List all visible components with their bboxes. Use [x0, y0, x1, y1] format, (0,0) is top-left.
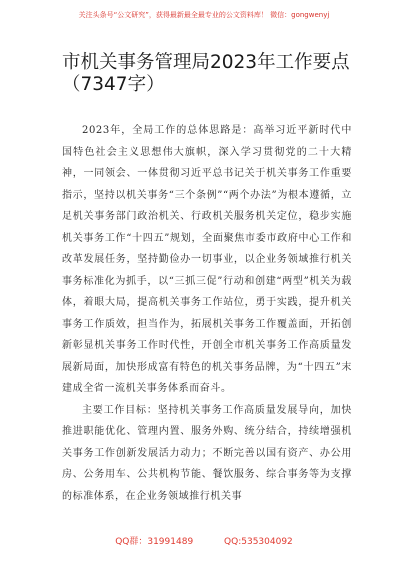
document-title: 市机关事务管理局2023年工作要点（7347字）	[62, 52, 350, 95]
qq-text: QQ:535304092	[224, 537, 293, 547]
document-body	[62, 120, 352, 507]
footer-contact	[0, 534, 408, 547]
qq-group-text: QQ群：31991489	[115, 537, 194, 547]
header-notice: 关注头条号“公文研究”，获得最新最全最专业的公文资料库！ 微信：gongwenyj	[78, 11, 330, 19]
paragraph: 2023年，全局工作的总体思路是：高举习近平新时代中国特色社会主义思想伟大旗帜，深入学习贯彻党的二十大精神，一同领会、一体贯彻习近平总书记关于机关事务工作重要指示，坚持以机关事务“三个条例”“两个办法”为根本遵循，立足机关事务部门政治机关、行政机关服务机关定位，稳步实施机关事务工作“十四五”规划，全面聚焦市委市政府中心工作和改革发展任务，坚持勤俭办一切事业，以企业务领域推行机关事务标准化为抓手，以“三抓三促”行动和创建“两型”机关为载体，着眼大局，提高机关事务工作站位，勇于实践，提升机关事务工作质效，担当作为，拓展机关事务工作覆盖面，开拓创新彰显机关事务工作时代性，开创全市机关事务工作高质量发展新局面，加快形成富有特色的机关事务品牌，为“十四五”末建成全省一流机关事务体系而奋斗。	[62, 125, 352, 394]
paragraph: 主要工作目标：坚持机关事务工作高质量发展导向，加快推进职能优化、管理内置、服务外购、统分结合，持续增强机关事务工作创新发展活力动力；不断完善以国有资产、办公用房、公务用车、公共机构节能、餐饮服务、综合事务等为支撑的标准体系，在企业务领域推行机关事	[62, 404, 352, 502]
